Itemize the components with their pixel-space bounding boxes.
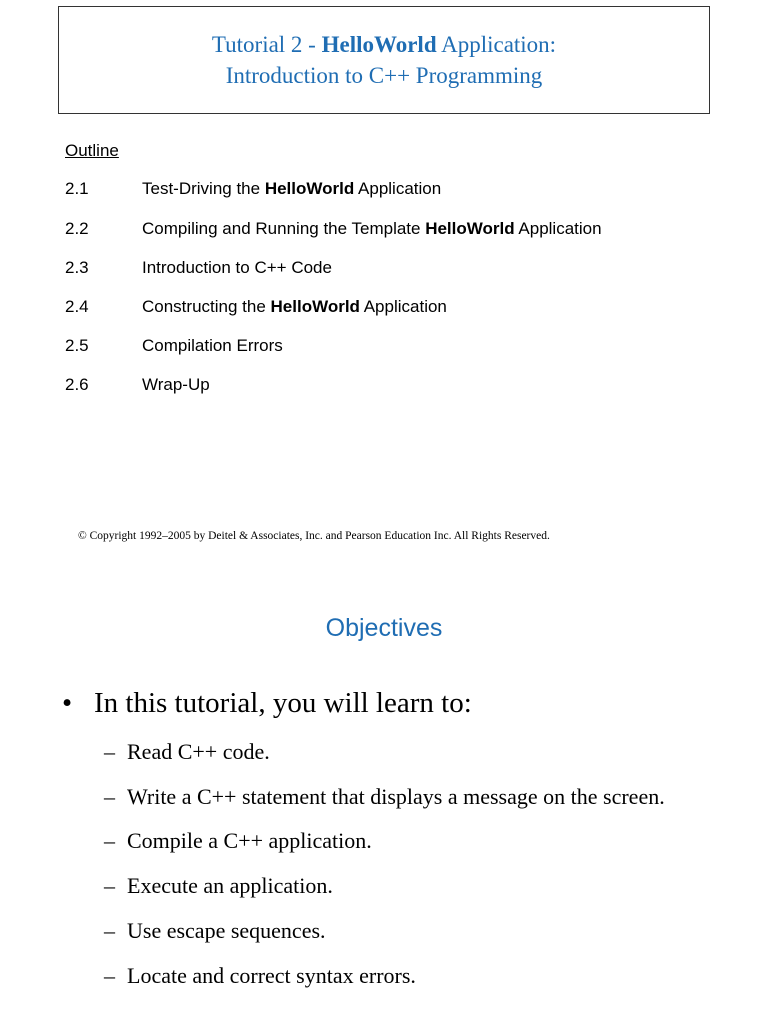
outline-item xyxy=(65,374,745,396)
dash-icon: – xyxy=(104,739,115,764)
outline-item-text xyxy=(142,218,602,240)
outline-item xyxy=(65,335,745,357)
outline-item-pre: Wrap-Up xyxy=(142,375,210,394)
outline-item-text xyxy=(142,178,441,200)
objective-item-text: Compile a C++ application. xyxy=(127,828,372,853)
title-line-2: Introduction to C++ Programming xyxy=(225,63,543,88)
title-suffix: Application: xyxy=(436,32,557,57)
title-prefix: Tutorial 2 - xyxy=(211,32,322,57)
title-box xyxy=(58,6,710,114)
outline-item-post: Application xyxy=(354,179,442,198)
dash-icon: – xyxy=(104,918,115,943)
objective-item xyxy=(104,871,744,901)
outline-item xyxy=(65,218,745,240)
copyright-notice: © Copyright 1992–2005 by Deitel & Associates, Inc. and Pearson Education Inc. All Rights Reserved. xyxy=(78,530,550,542)
outline-item-pre: Test-Driving the xyxy=(142,179,265,198)
outline-item-bold: HelloWorld xyxy=(264,179,355,198)
outline-item-pre: Compilation Errors xyxy=(142,336,283,355)
outline-item xyxy=(65,178,745,200)
outline-item-number: 2.2 xyxy=(65,219,89,238)
outline-item-pre: Compiling and Running the Template xyxy=(142,219,426,238)
objectives-intro-text: In this tutorial, you will learn to: xyxy=(94,687,472,719)
objective-item-text: Write a C++ statement that displays a message on the screen. xyxy=(127,784,665,809)
objectives-heading: Objectives xyxy=(325,614,443,642)
outline-item-number: 2.6 xyxy=(65,375,89,394)
outline-item-pre: Constructing the xyxy=(142,297,271,316)
objective-item xyxy=(104,961,744,991)
outline-item-number: 2.4 xyxy=(65,297,89,316)
outline-item-text xyxy=(142,335,283,357)
outline-item-number: 2.5 xyxy=(65,336,89,355)
outline-label: Outline xyxy=(65,141,119,160)
outline-item-post: Application xyxy=(514,219,602,238)
objective-item-text: Execute an application. xyxy=(127,873,333,898)
title-app-name: HelloWorld xyxy=(321,32,437,57)
dash-icon: – xyxy=(104,873,115,898)
outline-item-bold: HelloWorld xyxy=(270,297,360,316)
dash-icon: – xyxy=(104,828,115,853)
objective-item-text: Locate and correct syntax errors. xyxy=(127,963,416,988)
objective-item-text: Use escape sequences. xyxy=(127,918,326,943)
objective-item xyxy=(104,737,744,767)
outline-item-number: 2.1 xyxy=(65,179,89,198)
objective-item xyxy=(104,826,744,856)
dash-icon: – xyxy=(104,963,115,988)
objective-item xyxy=(104,782,744,812)
outline-item-pre: Introduction to C++ Code xyxy=(142,258,332,277)
outline-item-text xyxy=(142,374,210,396)
outline-item-number: 2.3 xyxy=(65,258,89,277)
dash-icon: – xyxy=(104,784,115,809)
objective-item-text: Read C++ code. xyxy=(127,739,270,764)
objective-item xyxy=(104,916,744,946)
title-line-1 xyxy=(212,29,556,60)
bullet-icon: • xyxy=(62,687,73,719)
outline-item xyxy=(65,296,745,318)
outline-item-text xyxy=(142,296,447,318)
outline-item-post: Application xyxy=(359,297,447,316)
outline-item xyxy=(65,257,745,279)
outline-item-text xyxy=(142,257,332,279)
outline-item-bold: HelloWorld xyxy=(425,219,515,238)
